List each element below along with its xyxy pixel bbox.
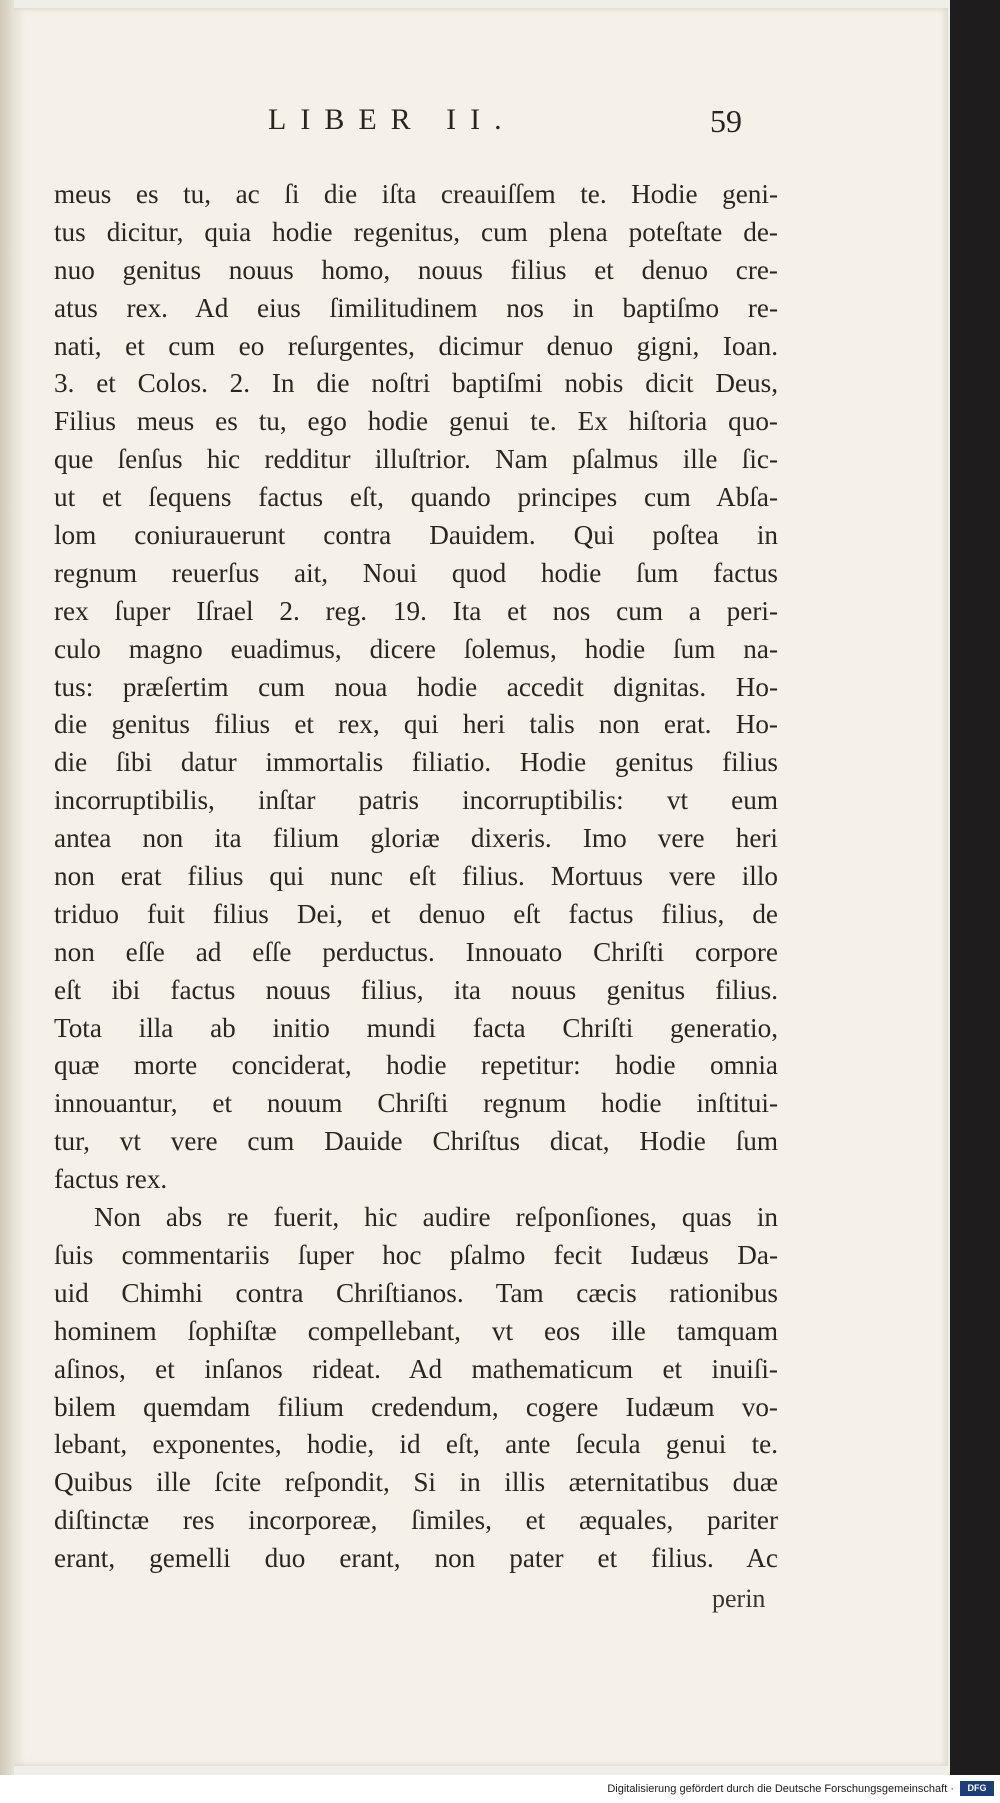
text-line: diſtinctæ res incorporeæ, ſimiles, et æquales, pariter	[54, 1505, 778, 1536]
text-line: meus es tu, ac ſi die iſta creauiſſem te. Hodie geni-	[54, 179, 778, 209]
text-line: rex ſuper Iſrael 2. reg. 19. Ita et nos cum a peri-	[54, 595, 778, 626]
text-line: Quibus ille ſcite reſpondit, Si in illis æternitatibus duæ	[54, 1467, 778, 1498]
book-page	[14, 8, 948, 1766]
text-line: Non abs re fuerit, hic audire reſponſiones, quas in	[94, 1202, 778, 1233]
text-line: 3. et Colos. 2. In die noſtri baptiſmi nobis dicit Deus,	[54, 368, 778, 399]
text-line: culo magno euadimus, dicere ſolemus, hodie ſum na-	[54, 633, 778, 664]
text-line: aſinos, et inſanos rideat. Ad mathematicum et inuiſi-	[54, 1353, 778, 1384]
paragraph	[54, 1199, 778, 1578]
text-line: bilem quemdam filium credendum, cogere Iudæum vo-	[54, 1391, 778, 1422]
text-line: lebant, exponentes, hodie, id eſt, ante ſecula genui te.	[54, 1429, 778, 1460]
page-number: 59	[710, 103, 742, 139]
body-text	[54, 176, 778, 1578]
text-line: eſt ibi factus nouus filius, ita nouus genitus filius.	[54, 974, 778, 1005]
text-line: erant, gemelli duo erant, non pater et filius. Ac	[54, 1543, 778, 1574]
scan-background	[950, 0, 1000, 1775]
text-line: tus: præſertim cum noua hodie accedit dignitas. Ho-	[54, 671, 778, 702]
text-line: uid Chimhi contra Chriſtianos. Tam cæcis rationibus	[54, 1277, 778, 1308]
text-line: nati, et cum eo reſurgentes, dicimur denuo gigni, Ioan.	[54, 330, 778, 361]
text-line: antea non ita filium gloriæ dixeris. Imo vere heri	[54, 823, 778, 854]
text-line: nuo genitus nouus homo, nouus filius et denuo cre-	[54, 254, 778, 285]
text-line: Tota illa ab initio mundi facta Chriſti generatio,	[54, 1012, 778, 1043]
text-line: die ſibi datur immortalis filiatio. Hodie genitus filius	[54, 747, 778, 778]
text-line: incorruptibilis, inſtar patris incorruptibilis: vt eum	[54, 785, 778, 816]
digitization-footer	[0, 1775, 1000, 1803]
text-line: factus rex.	[54, 1164, 168, 1195]
text-line: non erat filius qui nunc eſt filius. Mortuus vere illo	[54, 861, 778, 892]
text-line: atus rex. Ad eius ſimilitudinem nos in baptiſmo re-	[54, 292, 778, 323]
text-line: die genitus filius et rex, qui heri talis non erat. Ho-	[54, 709, 778, 740]
text-line: non eſſe ad eſſe perductus. Innouato Chriſti corpore	[54, 936, 778, 967]
page-header	[14, 103, 948, 153]
page-gutter-shadow	[0, 0, 14, 1775]
dfg-logo-icon: DFG	[960, 1781, 994, 1796]
text-line: tur, vt vere cum Dauide Chriſtus dicat, Hodie ſum	[54, 1126, 778, 1157]
text-line: tus dicitur, quia hodie regenitus, cum plena poteſtate de-	[54, 216, 778, 247]
funding-credit: Digitalisierung gefördert durch die Deutsche Forschungsgemeinschaft ·	[607, 1783, 954, 1795]
catchword: perin	[712, 1584, 766, 1613]
text-line: hominem ſophiſtæ compellebant, vt eos ille tamquam	[54, 1315, 778, 1346]
text-line: triduo fuit filius Dei, et denuo eſt factus filius, de	[54, 898, 778, 929]
running-head: LIBER II.	[268, 103, 516, 136]
text-line: Filius meus es tu, ego hodie genui te. Ex hiſtoria quo-	[54, 406, 778, 437]
text-line: innouantur, et nouum Chriſti regnum hodie inſtitui-	[54, 1088, 778, 1119]
text-line: ſuis commentariis ſuper hoc pſalmo fecit Iudæus Da-	[54, 1239, 778, 1270]
text-line: lom coniurauerunt contra Dauidem. Qui poſtea in	[54, 520, 778, 551]
text-line: quæ morte conciderat, hodie repetitur: hodie omnia	[54, 1050, 778, 1081]
text-line: regnum reuerſus ait, Noui quod hodie ſum factus	[54, 557, 778, 588]
text-line: ut et ſequens factus eſt, quando principes cum Abſa-	[54, 482, 778, 513]
text-line: que ſenſus hic redditur illuſtrior. Nam pſalmus ille ſic-	[54, 444, 778, 475]
